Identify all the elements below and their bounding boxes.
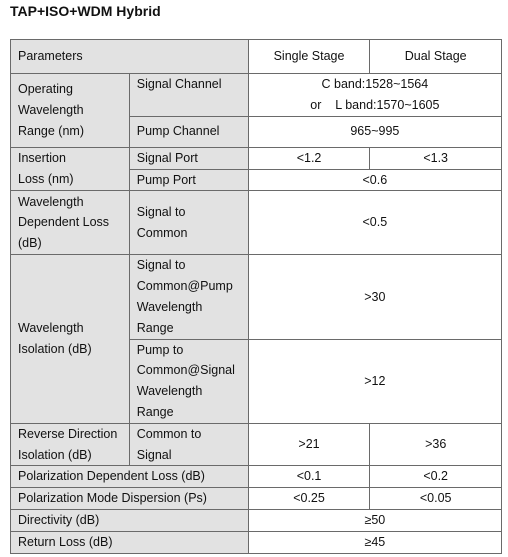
sub-label-pump-channel: Pump Channel (129, 116, 248, 147)
sub-label-line: Pump to (136, 342, 184, 357)
value-pdl-single: <0.1 (248, 466, 370, 488)
row-label-line: Range (nm) (18, 123, 84, 138)
table-row (11, 147, 502, 169)
value-isolation-pump-to-common: >12 (248, 339, 501, 423)
table-row (11, 466, 502, 488)
row-label-reverse-direction-isolation (11, 423, 130, 466)
row-label-line: Wavelength (18, 321, 84, 336)
value-reverse-isolation-single: >21 (248, 423, 370, 466)
sub-label-line: Wavelength (136, 384, 203, 399)
row-label-polarization-mode-dispersion: Polarization Mode Dispersion (Ps) (11, 488, 249, 510)
row-label-line: Reverse Direction (18, 426, 118, 441)
header-dual-stage: Dual Stage (370, 40, 502, 74)
value-reverse-isolation-dual: >36 (370, 423, 502, 466)
sub-label-line: Common to (136, 426, 202, 441)
value-pmd-single: <0.25 (248, 488, 370, 510)
sub-label-line: Common (136, 225, 188, 240)
row-label-operating-wavelength-range (11, 74, 130, 148)
table-row (11, 532, 502, 554)
value-pump-channel: 965~995 (248, 116, 501, 147)
row-label-line: Isolation (dB) (18, 342, 92, 357)
spec-table (10, 39, 502, 554)
row-label-line: Operating (18, 82, 73, 97)
row-label-line: (dB) (18, 236, 42, 251)
sub-label-signal-to-common-pump (129, 255, 248, 339)
value-isolation-signal-to-common: >30 (248, 255, 501, 339)
sub-label-line: Wavelength (136, 299, 203, 314)
row-label-wavelength-dependent-loss (11, 191, 130, 255)
row-label-line: Dependent Loss (18, 215, 110, 230)
sub-label-line: Signal to (136, 258, 186, 273)
sub-label-pump-port: Pump Port (129, 169, 248, 191)
value-wavelength-dependent-loss: <0.5 (248, 191, 501, 255)
value-pdl-dual: <0.2 (370, 466, 502, 488)
sub-label-signal-to-common (129, 191, 248, 255)
sub-label-signal-port: Signal Port (129, 147, 248, 169)
table-row (11, 191, 502, 255)
value-signal-port-single: <1.2 (248, 147, 370, 169)
table-row (11, 255, 502, 339)
row-label-line: Wavelength (18, 194, 84, 209)
sub-label-common-to-signal (129, 423, 248, 466)
row-label-line: Loss (nm) (18, 171, 74, 186)
value-pmd-dual: <0.05 (370, 488, 502, 510)
header-single-stage: Single Stage (248, 40, 370, 74)
row-label-line: Wavelength (18, 102, 84, 117)
row-label-wavelength-isolation (11, 255, 130, 423)
sub-label-line: Range (136, 404, 174, 419)
table-header-row (11, 40, 502, 74)
value-directivity: ≥50 (248, 510, 501, 532)
header-parameters: Parameters (11, 40, 249, 74)
table-row (11, 510, 502, 532)
value-line: C band:1528~1564 (321, 77, 429, 91)
row-label-directivity: Directivity (dB) (11, 510, 249, 532)
row-label-return-loss: Return Loss (dB) (11, 532, 249, 554)
sub-label-line: Common@Pump (136, 279, 233, 294)
sub-label-line: Common@Signal (136, 363, 235, 378)
sub-label-pump-to-common-signal (129, 339, 248, 423)
row-label-line: Isolation (dB) (18, 447, 92, 462)
sub-label-line: Signal (136, 447, 172, 462)
table-row (11, 74, 502, 117)
value-pump-port: <0.6 (248, 169, 501, 191)
document-title: TAP+ISO+WDM Hybrid (10, 3, 161, 19)
table-row (11, 423, 502, 466)
value-return-loss: ≥45 (248, 532, 501, 554)
row-label-polarization-dependent-loss: Polarization Dependent Loss (dB) (11, 466, 249, 488)
sub-label-line: Range (136, 320, 174, 335)
value-signal-port-dual: <1.3 (370, 147, 502, 169)
value-line: or L band:1570~1605 (310, 97, 440, 112)
value-signal-channel (248, 74, 501, 117)
row-label-line: Insertion (18, 151, 66, 166)
table-row (11, 488, 502, 510)
sub-label-line: Signal to (136, 205, 186, 220)
sub-label-signal-channel: Signal Channel (129, 74, 248, 117)
row-label-insertion-loss (11, 147, 130, 191)
